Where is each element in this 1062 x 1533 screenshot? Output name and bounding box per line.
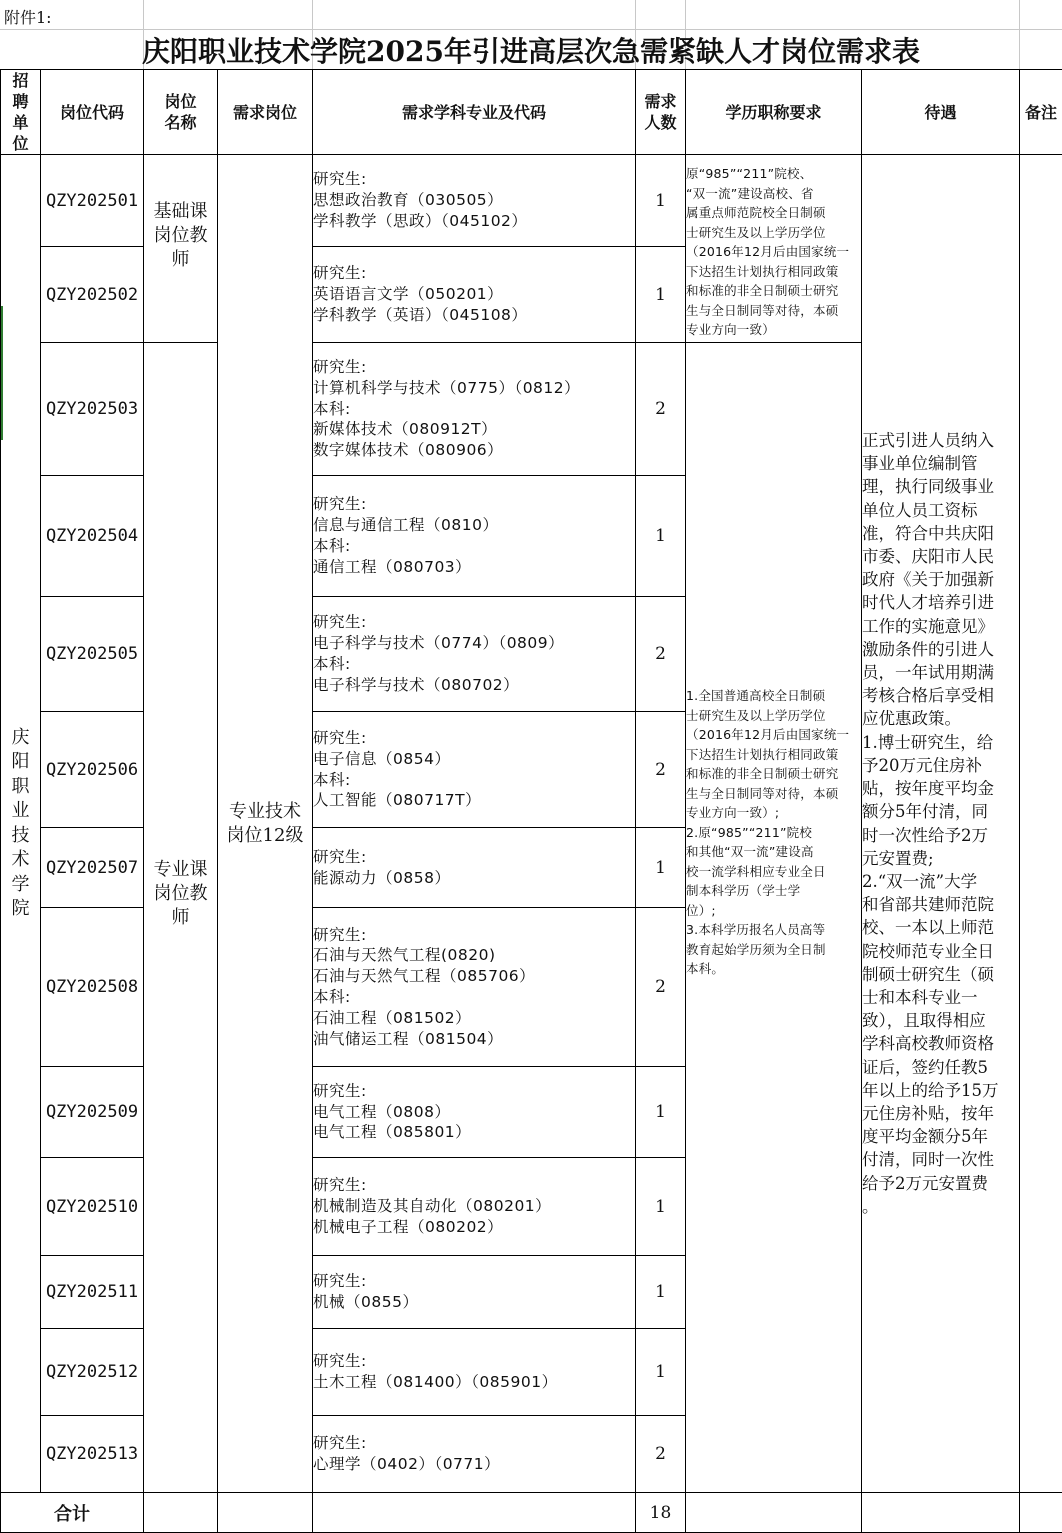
text-line: 机械电子工程（080202） <box>313 1217 635 1238</box>
post-code: QZY202512 <box>41 1329 144 1416</box>
headcount: 2 <box>636 343 686 476</box>
text-line: 正式引进人员纳入 <box>862 429 1019 452</box>
post-code: QZY202509 <box>41 1067 144 1158</box>
text-line: 院校师范专业全日 <box>862 940 1019 963</box>
text-line: 研究生: <box>313 357 635 378</box>
text-line: 本科: <box>313 987 635 1008</box>
post-code: QZY202508 <box>41 908 144 1067</box>
text-line: 制本科学历（学士学 <box>686 881 861 901</box>
text-line: 单位人员工资标 <box>862 499 1019 522</box>
text-line: 理，执行同级事业 <box>862 475 1019 498</box>
text-line: 研究生: <box>313 1271 635 1292</box>
text-line: 校、一本以上师范 <box>862 916 1019 939</box>
text-line: 研究生: <box>313 847 635 868</box>
text-line: 人工智能（080717T） <box>313 790 635 811</box>
header-requirement: 学历职称要求 <box>686 70 862 155</box>
text-line: 证后，签约任教5 <box>862 1056 1019 1079</box>
remark-cell <box>1020 155 1062 1493</box>
major-cell <box>313 1416 636 1493</box>
major-cell <box>313 476 636 597</box>
text-line: 额分5年付清，同 <box>862 800 1019 823</box>
text-line: 电子科学与技术（0774）（0809） <box>313 633 635 654</box>
post-name-basic: 基础课岗位教师 <box>144 155 218 343</box>
text-line: 。 <box>862 1195 1019 1218</box>
major-cell <box>313 155 636 247</box>
text-line: 下达招生计划执行相同政策 <box>686 262 861 282</box>
text-line: 电气工程（0808） <box>313 1102 635 1123</box>
header-remark: 备注 <box>1020 70 1062 155</box>
text-line: 校一流学科相应专业全日 <box>686 862 861 882</box>
headcount: 2 <box>636 597 686 712</box>
text-line: 研究生: <box>313 263 635 284</box>
text-line: 元住房补贴，按年 <box>862 1102 1019 1125</box>
text-line: 1.全国普通高校全日制硕 <box>686 686 861 706</box>
text-line: 石油工程（081502） <box>313 1008 635 1029</box>
text-line: 心理学（0402）（0771） <box>313 1454 635 1475</box>
text-line: 下达招生计划执行相同政策 <box>686 745 861 765</box>
post-code: QZY202507 <box>41 828 144 908</box>
text-line: 工作的实施意见》 <box>862 615 1019 638</box>
total-label: 合计 <box>1 1493 144 1533</box>
text-line: 应优惠政策。 <box>862 707 1019 730</box>
text-line: 准，符合中共庆阳 <box>862 522 1019 545</box>
total-count: 18 <box>636 1493 686 1533</box>
text-line: 1.博士研究生，给 <box>862 731 1019 754</box>
text-line: 电子科学与技术（080702） <box>313 675 635 696</box>
post-code: QZY202513 <box>41 1416 144 1493</box>
header-count: 需求人数 <box>636 70 686 155</box>
header-unit: 招聘单位 <box>1 70 41 155</box>
text-line: 和省部共建师范院 <box>862 893 1019 916</box>
major-cell <box>313 908 636 1067</box>
text-line: 本科: <box>313 536 635 557</box>
text-line: 电子信息（0854） <box>313 749 635 770</box>
text-line: 通信工程（080703） <box>313 557 635 578</box>
requirement-basic <box>686 155 862 343</box>
headcount: 2 <box>636 908 686 1067</box>
text-line: 市委、庆阳市人民 <box>862 545 1019 568</box>
headcount: 1 <box>636 247 686 343</box>
post-code: QZY202501 <box>41 155 144 247</box>
text-line: 2.“双一流”大学 <box>862 870 1019 893</box>
text-line: 研究生: <box>313 1433 635 1454</box>
headcount: 1 <box>636 1067 686 1158</box>
headcount: 1 <box>636 155 686 247</box>
text-line: 度平均金额分5年 <box>862 1125 1019 1148</box>
text-line: 思想政治教育（030505） <box>313 190 635 211</box>
text-line: 事业单位编制管 <box>862 452 1019 475</box>
text-line: 3.本科学历报名人员高等 <box>686 920 861 940</box>
text-line: 生与全日制同等对待，本硕 <box>686 784 861 804</box>
text-line: 专业方向一致）; <box>686 803 861 823</box>
text-line: 制硕士研究生（硕 <box>862 963 1019 986</box>
text-line: 教育起始学历须为全日制 <box>686 940 861 960</box>
page-title: 庆阳职业技术学院2025年引进高层次急需紧缺人才岗位需求表 <box>0 30 1062 70</box>
text-line: 研究生: <box>313 1351 635 1372</box>
headcount: 2 <box>636 712 686 828</box>
text-line: 原“985”“211”院校、 <box>686 164 861 184</box>
text-line: 和其他“双一流”建设高 <box>686 842 861 862</box>
text-line: 员，一年试用期满 <box>862 661 1019 684</box>
text-line: 时代人才培养引进 <box>862 591 1019 614</box>
text-line: 学科高校教师资格 <box>862 1032 1019 1055</box>
headcount: 1 <box>636 1329 686 1416</box>
table-row <box>1 155 1062 247</box>
text-line: 新媒体技术（080912T） <box>313 419 635 440</box>
text-line: 付清，同时一次性 <box>862 1148 1019 1171</box>
total-row <box>1 1493 1062 1533</box>
text-line: 和标准的非全日制硕士研究 <box>686 281 861 301</box>
headcount: 2 <box>636 1416 686 1493</box>
major-cell <box>313 1256 636 1329</box>
header-post: 需求岗位 <box>218 70 313 155</box>
text-line: 年以上的给予15万 <box>862 1079 1019 1102</box>
text-line: 激励条件的引进人 <box>862 638 1019 661</box>
post-code: QZY202503 <box>41 343 144 476</box>
text-line: 研究生: <box>313 728 635 749</box>
header-treatment: 待遇 <box>862 70 1020 155</box>
text-line: 机械制造及其自动化（080201） <box>313 1196 635 1217</box>
text-line: 研究生: <box>313 1175 635 1196</box>
headcount: 1 <box>636 476 686 597</box>
text-line: 属重点师范院校全日制硕 <box>686 203 861 223</box>
post-code: QZY202504 <box>41 476 144 597</box>
text-line: 油气储运工程（081504） <box>313 1029 635 1050</box>
text-line: 研究生: <box>313 494 635 515</box>
text-line: 本科: <box>313 399 635 420</box>
header-major: 需求学科专业及代码 <box>313 70 636 155</box>
text-line: 石油与天然气工程(0820) <box>313 945 635 966</box>
text-line: 士和本科专业一 <box>862 986 1019 1009</box>
requirement-professional <box>686 343 862 1493</box>
major-cell <box>313 597 636 712</box>
text-line: 数字媒体技术（080906） <box>313 440 635 461</box>
treatment-cell <box>862 155 1020 1493</box>
text-line: （2016年12月后由国家统一 <box>686 242 861 262</box>
text-line: 本科。 <box>686 959 861 979</box>
text-line: 生与全日制同等对待，本硕 <box>686 301 861 321</box>
headcount: 1 <box>636 1256 686 1329</box>
headcount: 1 <box>636 828 686 908</box>
text-line: 研究生: <box>313 612 635 633</box>
major-cell <box>313 1067 636 1158</box>
text-line: 士研究生及以上学历学位 <box>686 706 861 726</box>
major-cell <box>313 247 636 343</box>
post-code: QZY202505 <box>41 597 144 712</box>
major-cell <box>313 1329 636 1416</box>
text-line: 元安置费; <box>862 847 1019 870</box>
header-row <box>1 70 1062 155</box>
post-code: QZY202502 <box>41 247 144 343</box>
text-line: 士研究生及以上学历学位 <box>686 223 861 243</box>
text-line: 专业方向一致） <box>686 320 861 340</box>
text-line: 研究生: <box>313 1081 635 1102</box>
text-line: 政府《关于加强新 <box>862 568 1019 591</box>
headcount: 1 <box>636 1158 686 1256</box>
text-line: 英语语言文学（050201） <box>313 284 635 305</box>
major-cell <box>313 712 636 828</box>
text-line: “双一流”建设高校、省 <box>686 184 861 204</box>
major-cell <box>313 1158 636 1256</box>
text-line: 石油与天然气工程（085706） <box>313 966 635 987</box>
text-line: 2.原“985”“211”院校 <box>686 823 861 843</box>
text-line: 给予2万元安置费 <box>862 1172 1019 1195</box>
text-line: 本科: <box>313 654 635 675</box>
post-code: QZY202510 <box>41 1158 144 1256</box>
text-line: 贴，按年度平均金 <box>862 777 1019 800</box>
text-line: 学科教学（英语）（045108） <box>313 305 635 326</box>
major-cell <box>313 828 636 908</box>
header-code: 岗位代码 <box>41 70 144 155</box>
text-line: （2016年12月后由国家统一 <box>686 725 861 745</box>
post-code: QZY202511 <box>41 1256 144 1329</box>
recruiting-unit: 庆阳职业技术学院 <box>1 155 41 1493</box>
header-post-name: 岗位名称 <box>144 70 218 155</box>
text-line: 考核合格后享受相 <box>862 684 1019 707</box>
text-line: 致），且取得相应 <box>862 1009 1019 1032</box>
text-line: 土木工程（081400）（085901） <box>313 1372 635 1393</box>
text-line: 机械（0855） <box>313 1292 635 1313</box>
text-line: 学科教学（思政）（045102） <box>313 211 635 232</box>
text-line: 研究生: <box>313 169 635 190</box>
job-table <box>0 69 1062 1533</box>
post-code: QZY202506 <box>41 712 144 828</box>
text-line: 电气工程（085801） <box>313 1122 635 1143</box>
text-line: 和标准的非全日制硕士研究 <box>686 764 861 784</box>
text-line: 信息与通信工程（0810） <box>313 515 635 536</box>
text-line: 予20万元住房补 <box>862 754 1019 777</box>
text-line: 能源动力（0858） <box>313 868 635 889</box>
text-line: 位）; <box>686 901 861 921</box>
post-level: 专业技术岗位12级 <box>218 155 313 1493</box>
text-line: 研究生: <box>313 925 635 946</box>
text-line: 本科: <box>313 770 635 791</box>
attachment-label: 附件1: <box>4 5 52 28</box>
post-name-professional: 专业课岗位教师 <box>144 343 218 1493</box>
major-cell <box>313 343 636 476</box>
text-line: 计算机科学与技术（0775）（0812） <box>313 378 635 399</box>
text-line: 时一次性给予2万 <box>862 824 1019 847</box>
